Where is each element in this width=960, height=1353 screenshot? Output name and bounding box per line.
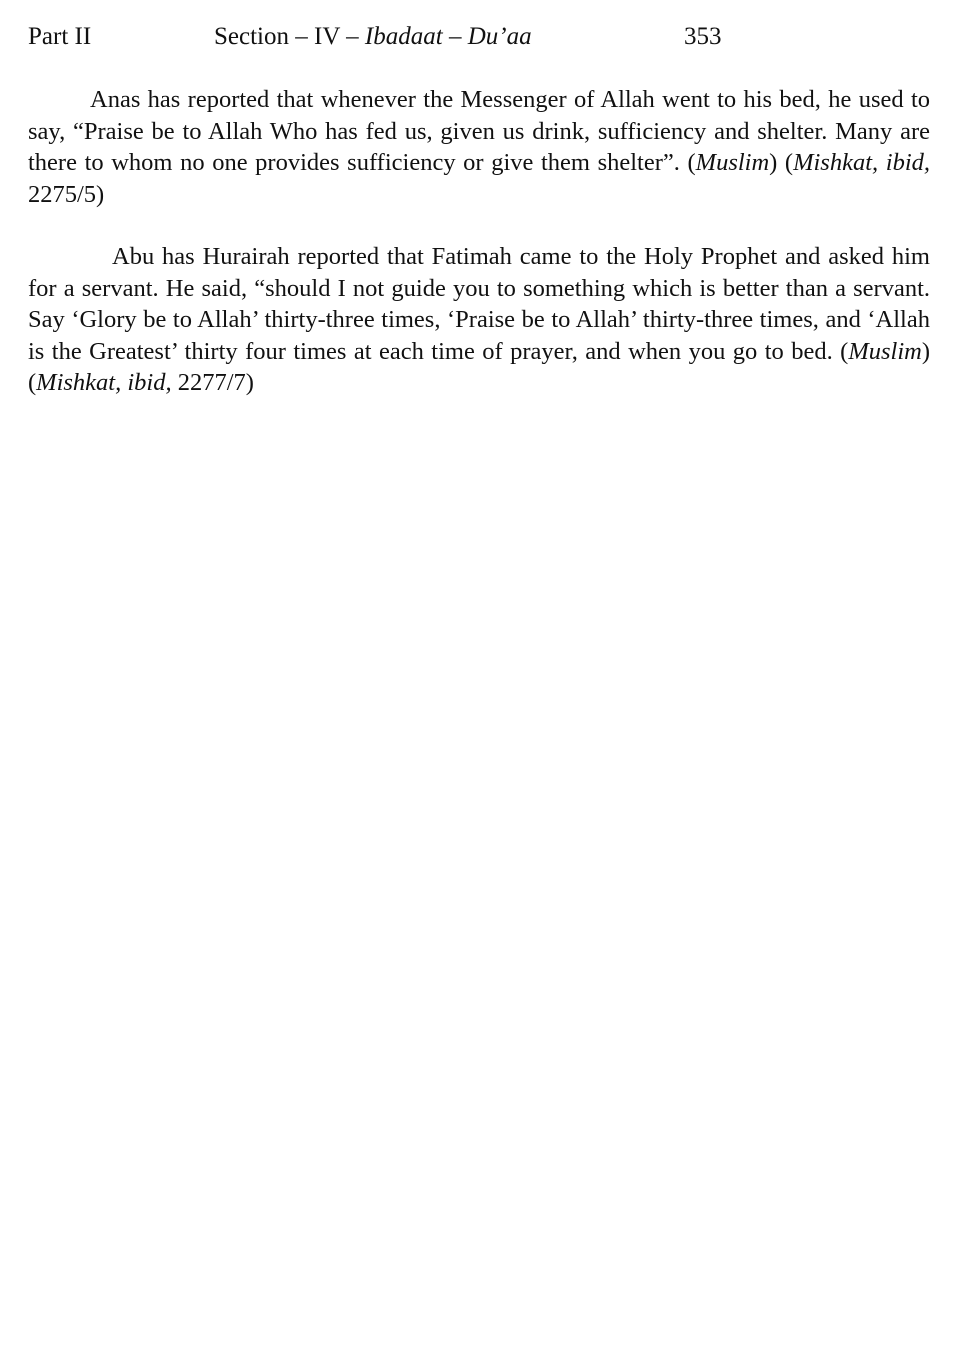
paragraph-abu-hurairah (28, 241, 930, 399)
source-citation: Muslim (848, 337, 922, 365)
reference-citation: Mishkat, ibid, (793, 149, 930, 176)
paragraph-text: Anas has reported that whenever the Messenger of Allah went to his bed, he used to say, “Praise be to Allah Who has fed us, given us drink, sufficiency and shelter. Many are there to whom no one provides sufficiency or give them shelter”. ( (28, 86, 930, 176)
source-citation: Muslim (695, 149, 770, 176)
page-number: 353 (684, 23, 722, 50)
header-part-label: Part II (28, 23, 92, 50)
citation-separator: ) ( (28, 337, 930, 396)
citation-separator: ) ( (769, 149, 794, 176)
header-section-italic: Ibadaat – Du’aa (364, 23, 532, 50)
header-section-title (214, 20, 532, 54)
reference-number: 2275/5) (28, 180, 105, 208)
reference-number: 2277/7) (171, 369, 254, 396)
paragraph-text: Abu has Hurairah reported that Fatimah came to the Holy Prophet and asked him for a servant. He said, “should I not guide you to something which is better than a servant. Say ‘Glory be to Allah’ thirty-three times, ‘Praise be to Allah’ thirty-three times, and ‘Allah is the Greatest’ thirty four times at each time of prayer, and when you go to bed. ( (28, 243, 930, 365)
header-section-prefix: Section – IV – (214, 23, 365, 50)
running-header (28, 20, 928, 54)
body-text (28, 84, 930, 399)
reference-citation: Mishkat, ibid, (36, 369, 172, 396)
paragraph-anas (28, 84, 930, 210)
